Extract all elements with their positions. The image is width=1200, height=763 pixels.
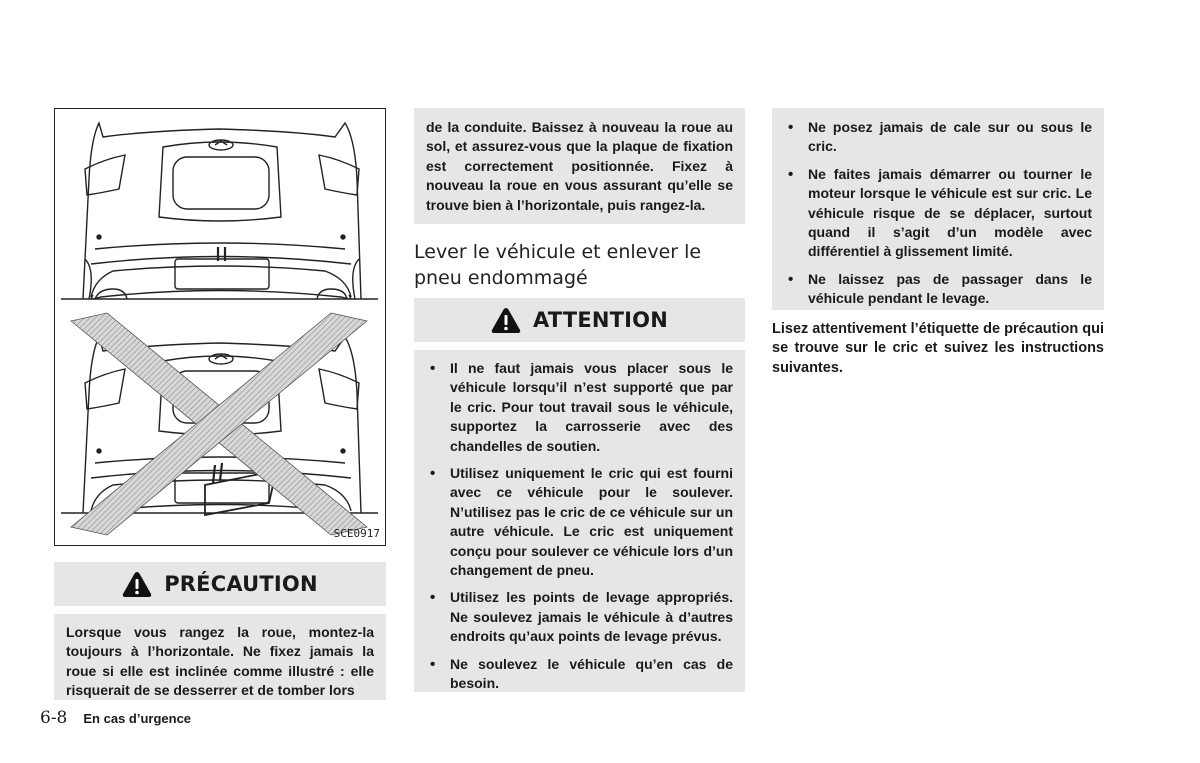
figure-label: SCE0917: [333, 527, 380, 540]
attention-title: ATTENTION: [532, 308, 669, 332]
precaution-title: PRÉCAUTION: [164, 572, 318, 596]
list-item: • Ne laissez pas de passager dans le véhicule pendant le levage.: [782, 270, 1092, 309]
list-item: • Il ne faut jamais vous placer sous le véhicule lorsqu’il n’est supporté que par le cric. Pour tout travail sous le véhicule, supportez la carrosserie avec des chandelles de soutien.: [424, 359, 733, 456]
attention-list: [424, 359, 733, 694]
list-item: • Utilisez uniquement le cric qui est fourni avec ce véhicule pour le soulever. N’utilisez pas le cric de ce véhicule sur un autre véhicule. Le cric est uniquement conçu pour soulever ce véhicule lors d’un changement de pneu.: [424, 464, 733, 580]
precaution-body: [54, 614, 386, 700]
list-item: • Ne soulevez le véhicule qu’en cas de besoin.: [424, 655, 733, 694]
list-item: • Ne posez jamais de cale sur ou sous le cric.: [782, 118, 1092, 157]
attention-header: [414, 298, 745, 342]
warning-triangle-icon: [122, 571, 152, 598]
precaution-header: [54, 562, 386, 606]
caution-continued-box: [772, 108, 1104, 310]
list-item: • Ne faites jamais démarrer ou tourner le moteur lorsque le véhicule est sur cric. Le véhicule risque de se déplacer, surtout quand il s’agit d’un modèle avec différentiel à glissement limité.: [782, 165, 1092, 262]
section-title: Lever le véhicule et enlever le pneu endommagé: [414, 241, 702, 289]
cross-mark: [71, 313, 367, 535]
continuation-box: [414, 108, 745, 224]
attention-body: [414, 350, 745, 692]
car-rear-illustration: [55, 109, 384, 544]
jack-label-note: [772, 320, 1104, 378]
precaution-text: Lorsque vous rangez la roue, montez-la toujours à l’horizontale. Ne fixez jamais la roue si elle est inclinée comme illustré : elle risquerait de se desserrer et de tomber lors: [66, 624, 374, 699]
caution-list: [782, 118, 1092, 309]
list-item: • Utilisez les points de levage appropriés. Ne soulevez jamais le véhicule à d’autres endroits qu’aux points de levage prévus.: [424, 588, 733, 646]
illustration-frame: [54, 108, 386, 546]
chapter-title: En cas d’urgence: [83, 711, 192, 726]
car-correct: [61, 123, 378, 299]
footer: [40, 708, 191, 728]
warning-triangle-icon: [491, 307, 521, 334]
continuation-text: de la conduite. Baissez à nouveau la roue au sol, et assurez-vous que la plaque de fixation est correctement positionnée. Fixez à nouveau la roue en vous assurant qu’elle se trouve bien à l’horizontale, puis rangez-la.: [426, 119, 733, 213]
page-number: 6-8: [40, 708, 68, 728]
jack-label-text: Lisez attentivement l’étiquette de précaution qui se trouve sur le cric et suivez les instructions suivantes.: [772, 321, 1104, 376]
